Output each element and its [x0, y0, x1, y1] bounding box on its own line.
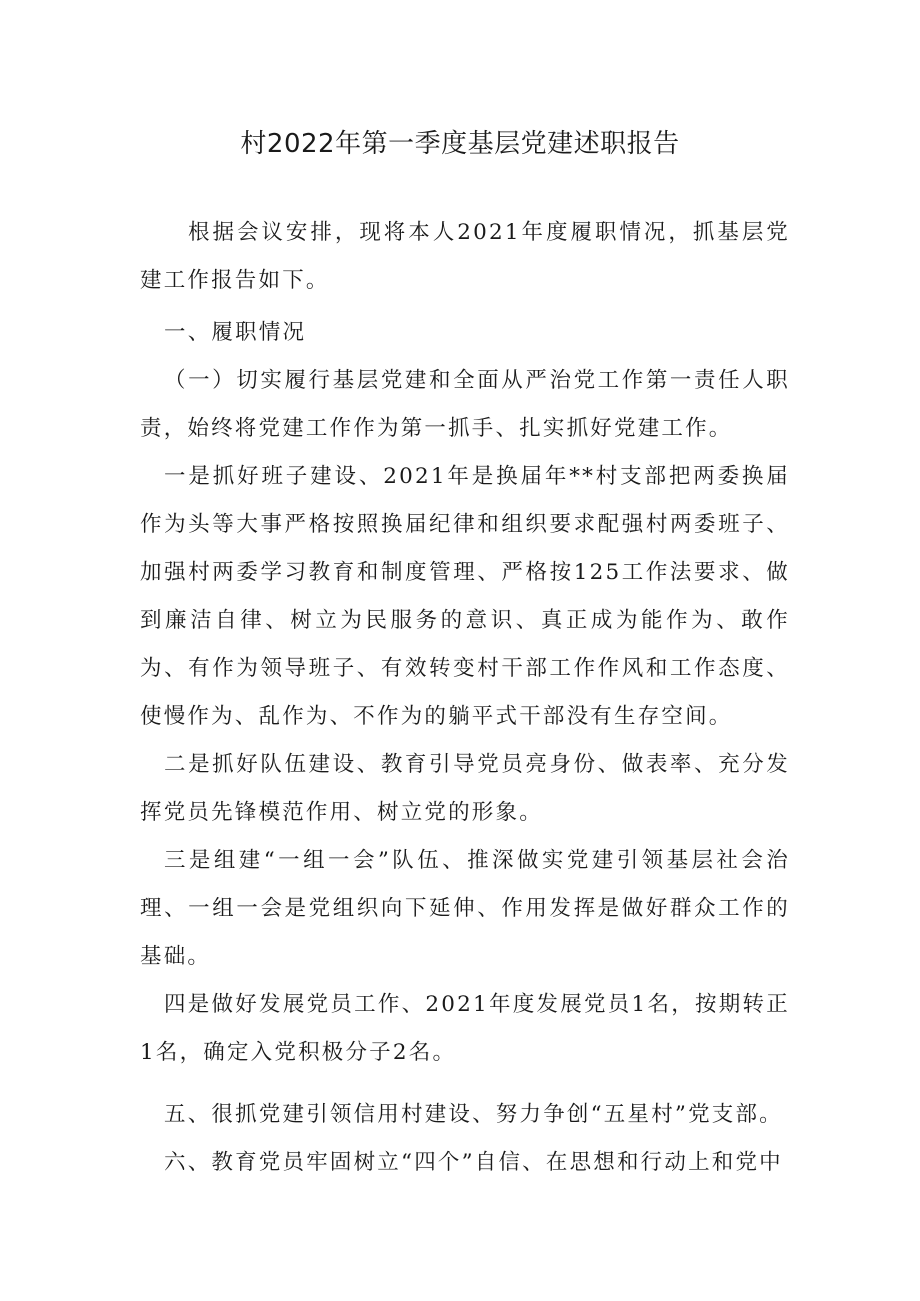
section-heading: 一、履职情况 [164, 320, 307, 345]
subsection-paragraph: （一）切实履行基层党建和全面从严治党工作第一责任人职责，始终将党建工作作为第一抓手、扎实抓好党建工作。 [140, 368, 790, 441]
document-body [140, 209, 790, 1187]
intro-paragraph: 根据会议安排，现将本人2021年度履职情况，抓基层党建工作报告如下。 [140, 220, 790, 293]
point-three-paragraph: 三是组建“一组一会”队伍、推深做实党建引领基层社会治理、一组一会是党组织向下延伸、作用发挥是做好群众工作的基础。 [140, 848, 790, 969]
point-one-paragraph: 一是抓好班子建设、2021年是换届年**村支部把两委换届作为头等大事严格按照换届纪律和组织要求配强村两委班子、加强村两委学习教育和制度管理、严格按125工作法要求、做到廉洁自律、树立为民服务的意识、真正成为能作为、敢作为、有作为领导班子、有效转变村干部工作作风和工作态度、使慢作为、乱作为、不作为的躺平式干部没有生存空间。 [140, 464, 790, 729]
point-four-paragraph: 四是做好发展党员工作、2021年度发展党员1名，按期转正1名，确定入党积极分子2名。 [140, 992, 790, 1065]
document-title: 村2022年第一季度基层党建述职报告 [240, 129, 680, 159]
point-five-paragraph: 五、很抓党建引领信用村建设、努力争创“五星村”党支部。 [164, 1102, 783, 1127]
point-six-paragraph: 六、教育党员牢固树立“四个”自信、在思想和行动上和党中 [164, 1150, 783, 1175]
point-two-paragraph: 二是抓好队伍建设、教育引导党员亮身份、做表率、充分发挥党员先锋模范作用、树立党的形象。 [140, 752, 790, 825]
